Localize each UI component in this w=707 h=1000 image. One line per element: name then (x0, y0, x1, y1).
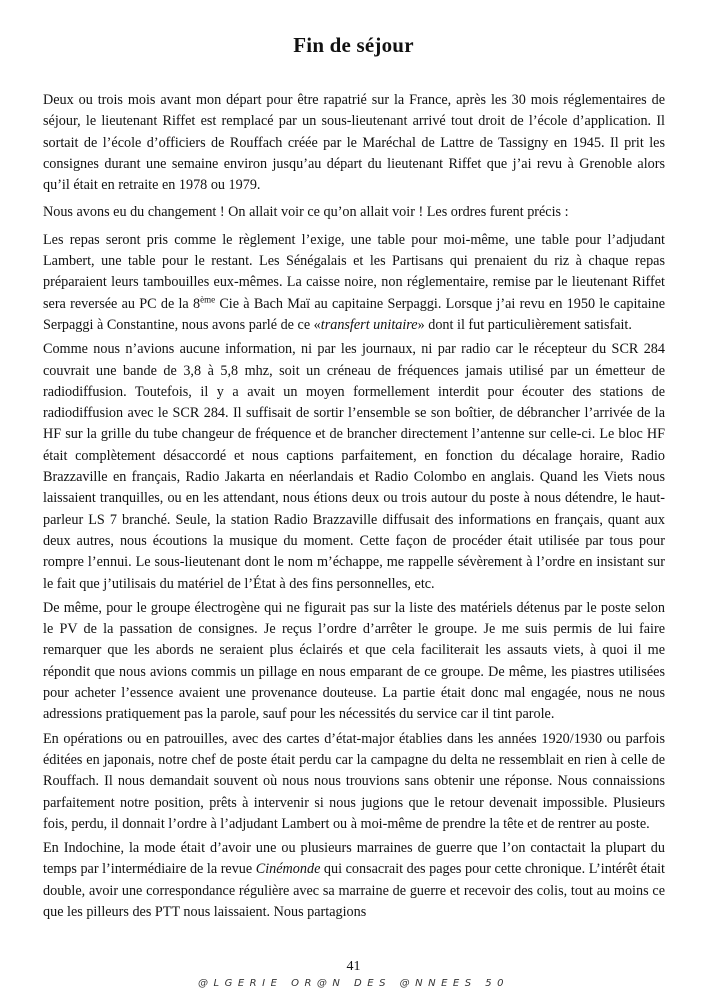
text-run: qui consacrait des pages pour cette chronique. L’intérêt était double, avoir une correspondance régulière avec sa marraine de guerre et recevoir des colis, tout au moins ce que les pilleurs des PTT nous laissaient. Nous partagions (43, 861, 665, 920)
text-run: Deux ou trois mois avant mon départ pour être rapatrié sur la France, après les 30 mois réglementaires de séjour, le lieutenant Riffet est remplacé par un sous-lieutenant arrivé tout droit de l’école d’application. Il sortait de l’école d’officiers de Rouffach créée par le Maréchal de Lattre de Tassigny en 1945. Il prit les consignes durant une semaine environ jusqu’au départ du lieutenant Riffet que j’ai revu à Grenoble alors qu’il était en retraite en 1978 ou 1979. (43, 92, 665, 194)
body-text (43, 90, 665, 926)
paragraph (43, 339, 665, 595)
paragraph (43, 598, 665, 726)
text-run: En Indochine, la mode était d’avoir une ou plusieurs marraines de guerre que l’on contactait la plupart du temps par l’intermédiaire de la revue (43, 840, 665, 878)
page-title: Fin de séjour (293, 33, 414, 57)
running-footer: @LGERIE OR@N DES @NNEES 50 (198, 978, 509, 989)
text-run: En opérations ou en patrouilles, avec des cartes d’état-major établies dans les années 1920/1930 ou parfois éditées en japonais, notre chef de poste était perdu car la campagne du delta ne ressemblait en rien à celle de Rouffach. Il nous demandait souvent où nous nous trouvions sans obtenir une réponse. Nous connaissions parfaitement notre position, prêts à intervenir si nous jugions que le retour devenait impossible. Plusieurs fois, perdu, il donnait l’ordre à l’adjudant Lambert ou à moi-même de prendre la tête et de rentrer au poste. (43, 730, 665, 832)
paragraph (43, 230, 665, 336)
text-run: Cie à Bach Maï au capitaine Serpaggi. Lorsque j’ai revu en 1950 le capitaine Serpaggi à Constantine, nous avons parlé de ce « (43, 295, 665, 333)
text-run: Comme nous n’avions aucune information, ni par les journaux, ni par radio car le récepteur du SCR 284 couvrait une bande de 3,8 à 5,8 mhz, soit un créneau de fréquences jamais utilisé par un émetteur de radiodiffusion. Toutefois, il y a avait un moyen formellement interdit pour écouter des stations de radiodiffusion avec le SCR 284. Il suffisait de sortir l’ensemble se son boîtier, de débrancher l’arrivée de la HF sur la grille du tube changeur de fréquence et de brancher directement l’antenne sur celle-ci. Le bloc HF était complètement désaccordé et nous captions parfaitement, en fonction du décalage horaire, Radio Brazzaville en français, Radio Jakarta en néerlandais et Radio Colombo en anglais. Quand les Viets nous laissaient tranquilles, ou en les attendant, nous étions deux ou trois autour du poste à nous détendre, le haut-parleur LS 7 branché. Seule, la station Radio Brazzaville diffusait des informations en français, quant aux deux autres, nous écoutions la musique du moment. Cette façon de procéder était utilisée par tous pour rompre l’ennui. Le sous-lieutenant dont le nom m’échappe, me rappelle sévèrement à l’ordre en insistant sur le fait que j’utilisais du matériel de l’État à des fins personnelles, etc. (43, 341, 665, 592)
page-number: 41 (346, 959, 361, 974)
paragraph (43, 202, 665, 223)
paragraph (43, 729, 665, 835)
text-run: Nous avons eu du changement ! On allait voir ce qu’on allait voir ! Les ordres furent précis : (43, 204, 569, 221)
superscript: ème (200, 293, 216, 304)
text-run: » dont il fut particulièrement satisfait. (417, 316, 632, 333)
paragraph (43, 90, 665, 196)
italic-text: Cinémonde (255, 861, 321, 878)
text-run: De même, pour le groupe électrogène qui ne figurait pas sur la liste des matériels détenus par le poste selon le PV de la passation de consignes. Je reçus l’ordre d’arrêter le groupe. Je me suis permis de lui faire remarquer que les abords ne seraient plus éclairés et que cela faciliterait les assauts viets, à quoi il me répondit que nous avions commis un pillage en nous emparant de ce groupe. De même, les piastres utilisées pour acheter l’essence avaient une provenance douteuse. La partie était donc mal engagée, nous ne nous adressions pratiquement pas la parole, sauf pour les nécessités du service car il tint parole. (43, 599, 665, 723)
text-run: Les repas seront pris comme le règlement l’exige, une table pour moi-même, une table pour l’adjudant Lambert, une table pour le restant. Les Sénégalais et les Partisans qui prenaient du riz à chaque repas préparaient leurs tambouilles eux-mêmes. La caisse noire, non réglementaire, remise par le lieutenant Riffet sera reversée au PC de la 8 (43, 231, 665, 312)
italic-text: transfert unitaire (320, 316, 418, 333)
paragraph (43, 838, 665, 923)
